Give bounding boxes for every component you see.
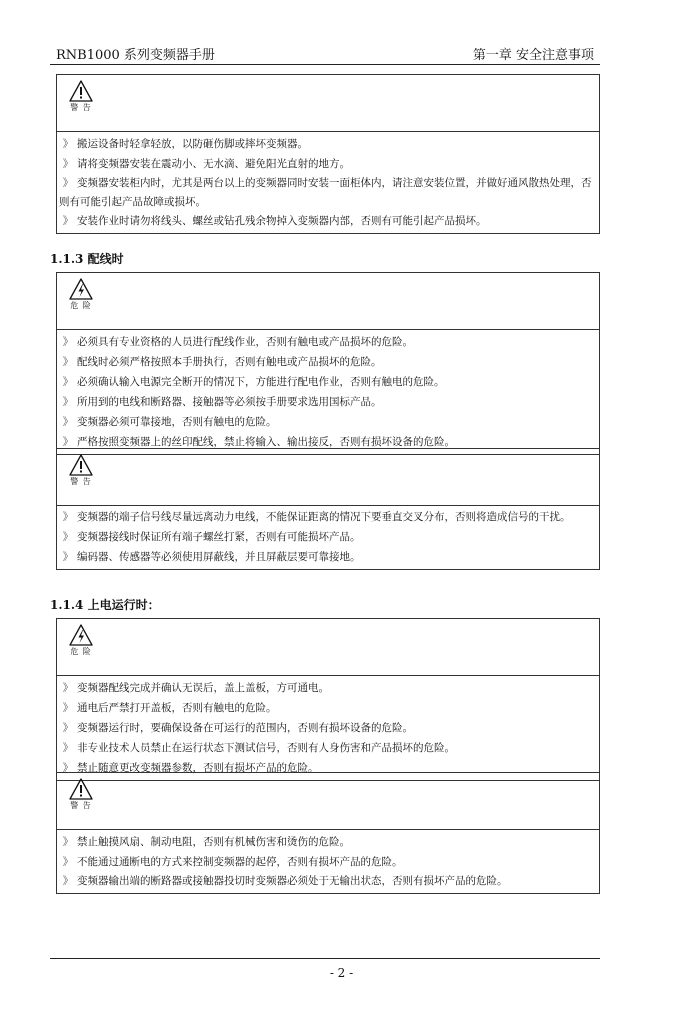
list-item: 》 严格按照变频器上的丝印配线，禁止将输入、输出接反，否则有损坏设备的危险。	[62, 436, 455, 448]
list-item: 》 必须具有专业资格的人员进行配线作业，否则有触电或产品损坏的危险。	[62, 336, 413, 348]
danger-icon-cell	[57, 619, 599, 676]
danger-label: 危 险	[70, 647, 92, 656]
section-title-power-on: 1.1.4 上电运行时：	[50, 598, 160, 612]
list-item: 》 禁止触摸风扇、制动电阻，否则有机械伤害和烫伤的危险。	[62, 836, 350, 848]
list-item: 》 变频器必须可靠接地，否则有触电的危险。	[62, 416, 277, 428]
list-item: 》 变频器配线完成并确认无误后，盖上盖板，方可通电。	[62, 682, 329, 694]
footer-rule	[50, 958, 600, 959]
danger-box-power-on	[56, 618, 600, 781]
warning-icon-cell	[57, 75, 599, 132]
warning-box-installation	[56, 74, 600, 234]
list-item: 》 编码器、传感器等必须使用屏蔽线，并且屏蔽层要可靠接地。	[62, 551, 361, 563]
danger-high-voltage-icon	[69, 278, 93, 300]
list-item: 》 安装作业时请勿将线头、螺丝或钻孔残余物掉入变频器内部，否则有可能引起产品损坏。	[62, 215, 487, 227]
manual-title: RNB1000 系列变频器手册	[56, 48, 215, 63]
warning-icon	[69, 454, 93, 476]
warning-label: 警 告	[70, 477, 92, 486]
danger-high-voltage-icon	[69, 624, 93, 646]
section-title-wiring: 1.1.3 配线时	[50, 252, 124, 266]
list-item: 》 变频器输出端的断路器或接触器投切时变频器必须处于无输出状态，否则有损坏产品的危险。	[62, 875, 508, 887]
warning-icon-cell	[57, 449, 599, 506]
warning-label: 警 告	[70, 103, 92, 112]
list-item: 》 变频器的端子信号线尽量远离动力电线，不能保证距离的情况下要垂直交叉分布，否则将造成信号的干扰。	[62, 511, 571, 523]
list-item: 》 变频器安装柜内时，尤其是两台以上的变频器同时安装一面柜体内，请注意安装位置，并做好通风散热处理，否则有可能引起产品故障或损坏。	[59, 177, 592, 208]
danger-icon-cell	[57, 273, 599, 330]
list-item: 》 禁止随意更改变频器参数，否则有损坏产品的危险。	[62, 762, 319, 774]
list-item: 》 不能通过通断电的方式来控制变频器的起停，否则有损坏产品的危险。	[62, 856, 403, 868]
warning-label: 警 告	[70, 801, 92, 810]
warning-icon	[69, 80, 93, 102]
list-item: 》 搬运设备时轻拿轻放，以防砸伤脚或摔坏变频器。	[62, 138, 308, 150]
warning-icon-cell	[57, 773, 599, 830]
list-item: 》 请将变频器安装在震动小、无水滴、避免阳光直射的地方。	[62, 158, 350, 170]
page-number: - 2 -	[329, 966, 354, 980]
list-item: 》 非专业技术人员禁止在运行状态下测试信号，否则有人身伤害和产品损坏的危险。	[62, 742, 455, 754]
list-item: 》 所用到的电线和断路器、接触器等必须按手册要求选用国标产品。	[62, 396, 382, 408]
danger-box-wiring	[56, 272, 600, 455]
warning-icon	[69, 778, 93, 800]
list-item: 》 变频器运行时，要确保设备在可运行的范围内，否则有损坏设备的危险。	[62, 722, 413, 734]
chapter-title: 第一章 安全注意事项	[472, 48, 594, 63]
warning-box-signal	[56, 448, 600, 570]
list-item: 》 必须确认输入电源完全断开的情况下，方能进行配电作业，否则有触电的危险。	[62, 376, 445, 388]
list-item: 》 通电后严禁打开盖板，否则有触电的危险。	[62, 702, 277, 714]
warning-box-operation	[56, 772, 600, 894]
page-header	[50, 40, 600, 65]
list-item: 》 配线时必须严格按照本手册执行，否则有触电或产品损坏的危险。	[62, 356, 382, 368]
danger-label: 危 险	[70, 301, 92, 310]
list-item: 》 变频器接线时保证所有端子螺丝打紧，否则有可能损坏产品。	[62, 531, 361, 543]
